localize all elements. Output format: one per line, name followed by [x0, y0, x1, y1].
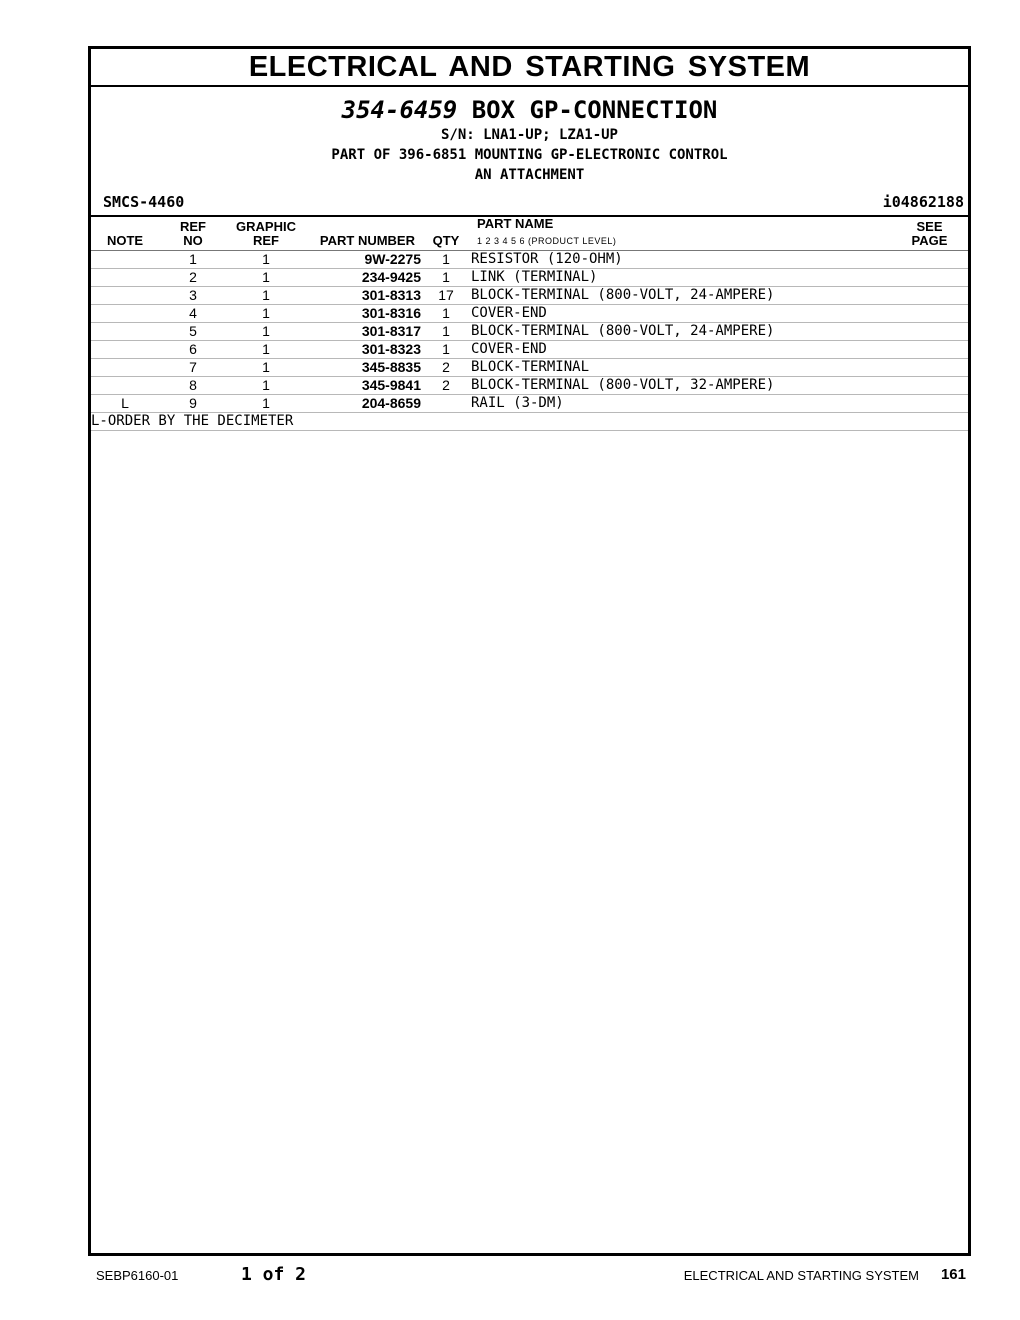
- note-cell: [91, 359, 159, 377]
- table-row: [91, 287, 968, 305]
- graphic-ref-cell: 1: [227, 287, 305, 305]
- table-row: [91, 269, 968, 287]
- smcs-code: SMCS-4460: [103, 193, 185, 211]
- ref-no-cell: 8: [159, 377, 227, 395]
- product-levels: 1 2 3 4 5 6 (PRODUCT LEVEL): [477, 236, 617, 246]
- qty-cell: 2: [421, 377, 471, 395]
- group-header: [91, 95, 968, 185]
- part-name-cell: BLOCK-TERMINAL (800-VOLT, 24-AMPERE): [471, 323, 891, 341]
- qty-cell: 17: [421, 287, 471, 305]
- table-row: [91, 323, 968, 341]
- see-page-cell: [891, 359, 968, 377]
- graphic-ref-cell: 1: [227, 251, 305, 269]
- part-of-line: PART OF 396-6851 MOUNTING GP-ELECTRONIC CONTROL: [331, 147, 728, 163]
- col-note: NOTE: [91, 217, 159, 251]
- section-title: ELECTRICAL AND STARTING SYSTEM: [91, 49, 968, 87]
- note-cell: [91, 377, 159, 395]
- part-name-cell: BLOCK-TERMINAL (800-VOLT, 32-AMPERE): [471, 377, 891, 395]
- part-number-cell[interactable]: 301-8323: [305, 341, 421, 359]
- group-title: [91, 95, 968, 125]
- part-name-cell: LINK (TERMINAL): [471, 269, 891, 287]
- part-name-cell: COVER-END: [471, 305, 891, 323]
- group-number[interactable]: 354-6459: [341, 96, 458, 124]
- qty-cell: 1: [421, 341, 471, 359]
- note-cell: [91, 341, 159, 359]
- qty-cell: 1: [421, 305, 471, 323]
- footnote: L-ORDER BY THE DECIMETER: [91, 413, 968, 431]
- see-page-cell: [891, 377, 968, 395]
- table-row: [91, 359, 968, 377]
- part-number-cell[interactable]: 9W-2275: [305, 251, 421, 269]
- ref-no-cell: 6: [159, 341, 227, 359]
- see-page-cell: [891, 269, 968, 287]
- see-page-cell: [891, 341, 968, 359]
- illustration-id: i04862188: [882, 193, 964, 211]
- part-name-cell: BLOCK-TERMINAL: [471, 359, 891, 377]
- part-name-cell: BLOCK-TERMINAL (800-VOLT, 24-AMPERE): [471, 287, 891, 305]
- col-see-page: SEE PAGE: [891, 217, 968, 251]
- page-footer: [0, 1264, 1020, 1288]
- graphic-ref-cell: 1: [227, 269, 305, 287]
- group-name: BOX GP-CONNECTION: [471, 96, 718, 124]
- part-number-cell[interactable]: 301-8313: [305, 287, 421, 305]
- graphic-ref-cell: 1: [227, 395, 305, 413]
- part-number-cell[interactable]: 301-8317: [305, 323, 421, 341]
- graphic-ref-cell: 1: [227, 323, 305, 341]
- see-page-cell: [891, 287, 968, 305]
- note-cell: [91, 323, 159, 341]
- ref-no-cell: 7: [159, 359, 227, 377]
- see-page-cell: [891, 323, 968, 341]
- note-cell: L: [91, 395, 159, 413]
- footer-section: ELECTRICAL AND STARTING SYSTEM: [683, 1268, 919, 1283]
- see-page-cell: [891, 395, 968, 413]
- note-cell: [91, 251, 159, 269]
- part-number-cell[interactable]: 345-9841: [305, 377, 421, 395]
- graphic-ref-cell: 1: [227, 359, 305, 377]
- code-row: [91, 191, 968, 217]
- qty-cell: [421, 395, 471, 413]
- part-number-cell[interactable]: 345-8835: [305, 359, 421, 377]
- qty-cell: 2: [421, 359, 471, 377]
- page-number: 161: [940, 1266, 966, 1283]
- part-number-cell[interactable]: 204-8659: [305, 395, 421, 413]
- serial-effectivity: S/N: LNA1-UP; LZA1-UP: [440, 127, 618, 143]
- graphic-ref-cell: 1: [227, 377, 305, 395]
- ref-no-cell: 3: [159, 287, 227, 305]
- qty-cell: 1: [421, 323, 471, 341]
- part-number-cell[interactable]: 301-8316: [305, 305, 421, 323]
- group-type: AN ATTACHMENT: [474, 167, 585, 183]
- ref-no-cell: 2: [159, 269, 227, 287]
- note-cell: [91, 287, 159, 305]
- footnote-row: [91, 413, 968, 431]
- graphic-ref-cell: 1: [227, 341, 305, 359]
- ref-no-cell: 1: [159, 251, 227, 269]
- table-row: [91, 377, 968, 395]
- ref-no-cell: 4: [159, 305, 227, 323]
- col-part-name: PART NAME 1 2 3 4 5 6 (PRODUCT LEVEL): [471, 217, 891, 251]
- col-qty: QTY: [421, 217, 471, 251]
- see-page-cell: [891, 305, 968, 323]
- parts-table: [91, 217, 968, 431]
- part-name-cell: RESISTOR (120-OHM): [471, 251, 891, 269]
- note-cell: [91, 269, 159, 287]
- table-row: [91, 305, 968, 323]
- part-number-cell[interactable]: 234-9425: [305, 269, 421, 287]
- table-header-row: [91, 217, 968, 251]
- table-row: [91, 341, 968, 359]
- col-part-number: PART NUMBER: [305, 217, 421, 251]
- col-ref-no: REF NO: [159, 217, 227, 251]
- document-number: SEBP6160-01: [96, 1268, 179, 1283]
- graphic-ref-cell: 1: [227, 305, 305, 323]
- col-graphic-ref: GRAPHIC REF: [227, 217, 305, 251]
- ref-no-cell: 5: [159, 323, 227, 341]
- note-cell: [91, 305, 159, 323]
- qty-cell: 1: [421, 251, 471, 269]
- ref-no-cell: 9: [159, 395, 227, 413]
- part-name-cell: COVER-END: [471, 341, 891, 359]
- table-row: [91, 395, 968, 413]
- page-frame: [88, 46, 971, 1256]
- group-page-count: 1 of 2: [241, 1264, 307, 1285]
- part-name-cell: RAIL (3-DM): [471, 395, 891, 413]
- see-page-cell: [891, 251, 968, 269]
- qty-cell: 1: [421, 269, 471, 287]
- table-row: [91, 251, 968, 269]
